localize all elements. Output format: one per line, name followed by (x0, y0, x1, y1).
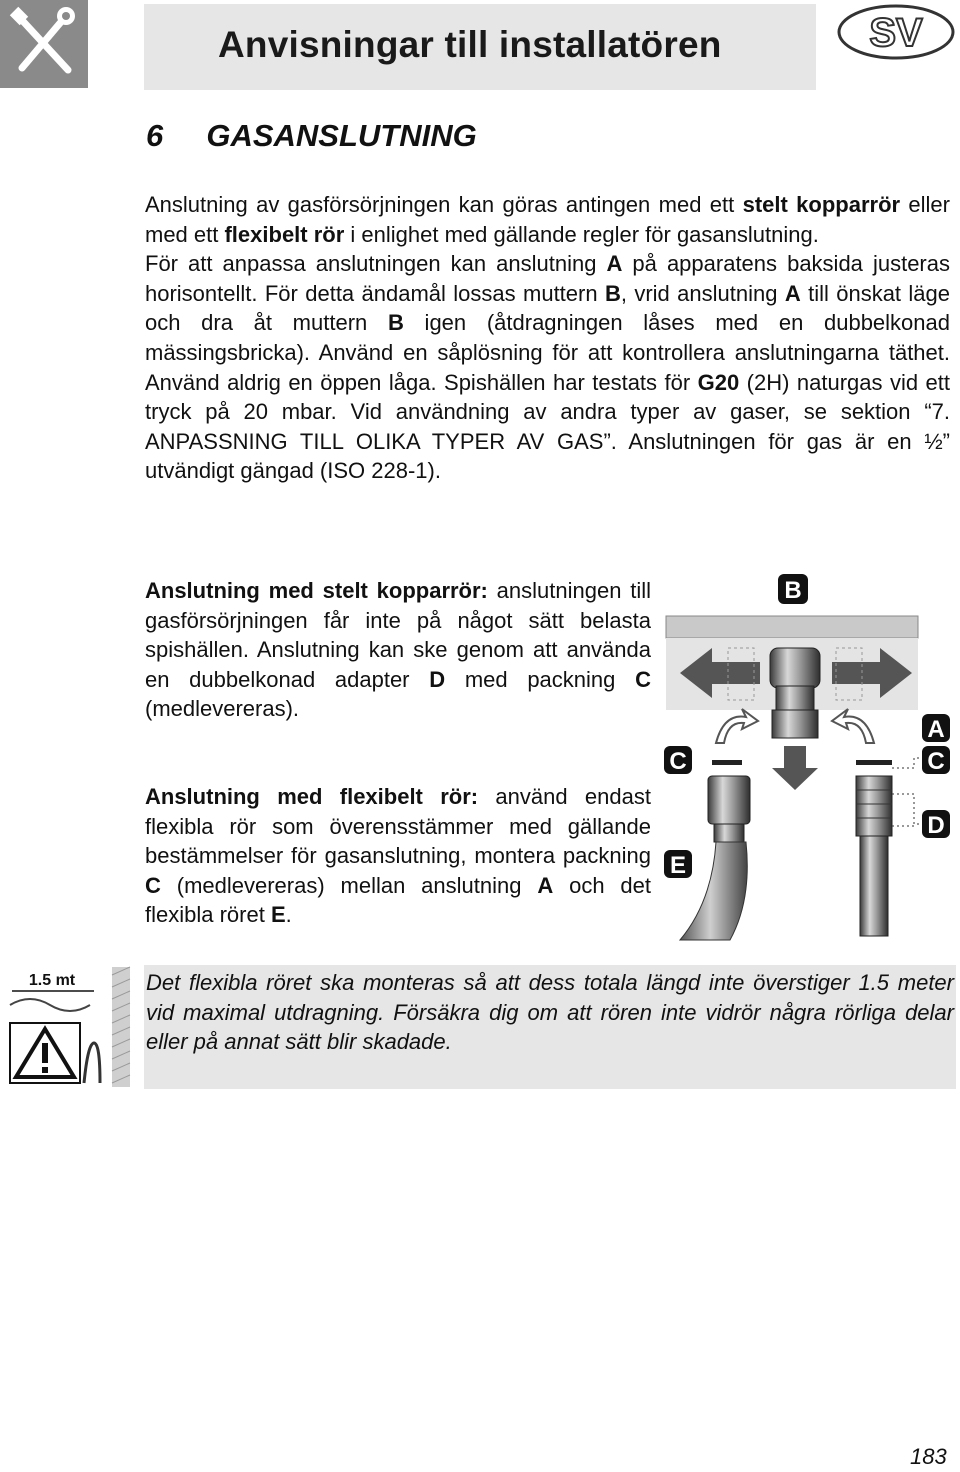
section-title: GASANSLUTNING (206, 118, 477, 153)
section-heading (146, 118, 477, 154)
language-code: SV (869, 11, 923, 55)
intro-paragraph: Anslutning av gasförsörjningen kan göras antingen med ett stelt kopparrör eller med ett flexibelt rör i enlighet med gällande regler för gasanslutning. För att anpassa anslutningen kan anslutning A på apparatens baksida justeras horisontellt. För detta ändamål lossas muttern B, vrid anslutning A till önskat läge och dra åt muttern B igen (åtdragningen låses med en dubbelkonad mässingsbricka). Använd en såplösning för att kontrollera anslutningarna täthet. Använd aldrig en öppen låga. Spishällen har testats för G20 (2H) naturgas vid ett tryck på 20 mbar. Vid användning av andra typer av gaser, se sektion “7. ANPASSNING TILL OLIKA TYPER AV GAS”. Anslutningen för gas är en ½” utvändigt gängad (ISO 228-1). (145, 192, 951, 484)
flexible-pipe-paragraph: Anslutning med flexibelt rör: använd endast flexibla rör som överensstämmer med gällande bestämmelser för gasanslutning, montera packning C (medlevereras) mellan anslutning A och det flexibla röret E. (145, 784, 651, 928)
label-b: B (784, 577, 802, 604)
language-badge (836, 2, 956, 62)
rotate-arrow-left (716, 709, 758, 743)
label-d: D (927, 812, 945, 839)
warning-length-label: 1.5 mt (28, 972, 76, 989)
flexible-heading: Anslutning med flexibelt rör: (145, 784, 479, 809)
label-c-left: C (669, 748, 687, 775)
tools-icon (0, 0, 88, 88)
page-title: Anvisningar till installatören (218, 24, 722, 65)
rigid-heading: Anslutning med stelt kopparrör: (145, 578, 488, 603)
label-a: A (927, 716, 945, 743)
section-number: 6 (146, 118, 164, 153)
rotate-arrow-right (832, 709, 874, 743)
page-number: 183 (910, 1444, 947, 1469)
warning-text: Det flexibla röret ska monteras så att dess totala längd inte överstiger 1.5 meter vid maximal utdragning. Försäkra dig om att rören inte vidrör några rörliga delar eller på annat sätt blir skadade. (146, 970, 954, 1055)
label-e: E (669, 852, 687, 879)
label-c-right: C (927, 748, 945, 775)
down-arrow (772, 746, 818, 790)
connection-diagram (660, 568, 960, 948)
rigid-pipe-paragraph: Anslutning med stelt kopparrör: anslutningen till gasförsörjningen får inte på något sätt belasta spishällen. Anslutning kan ske genom att använda en dubbelkonad adapter D med packning C (medlevereras). (145, 578, 651, 722)
warning-triangle-icon (0, 965, 132, 1089)
